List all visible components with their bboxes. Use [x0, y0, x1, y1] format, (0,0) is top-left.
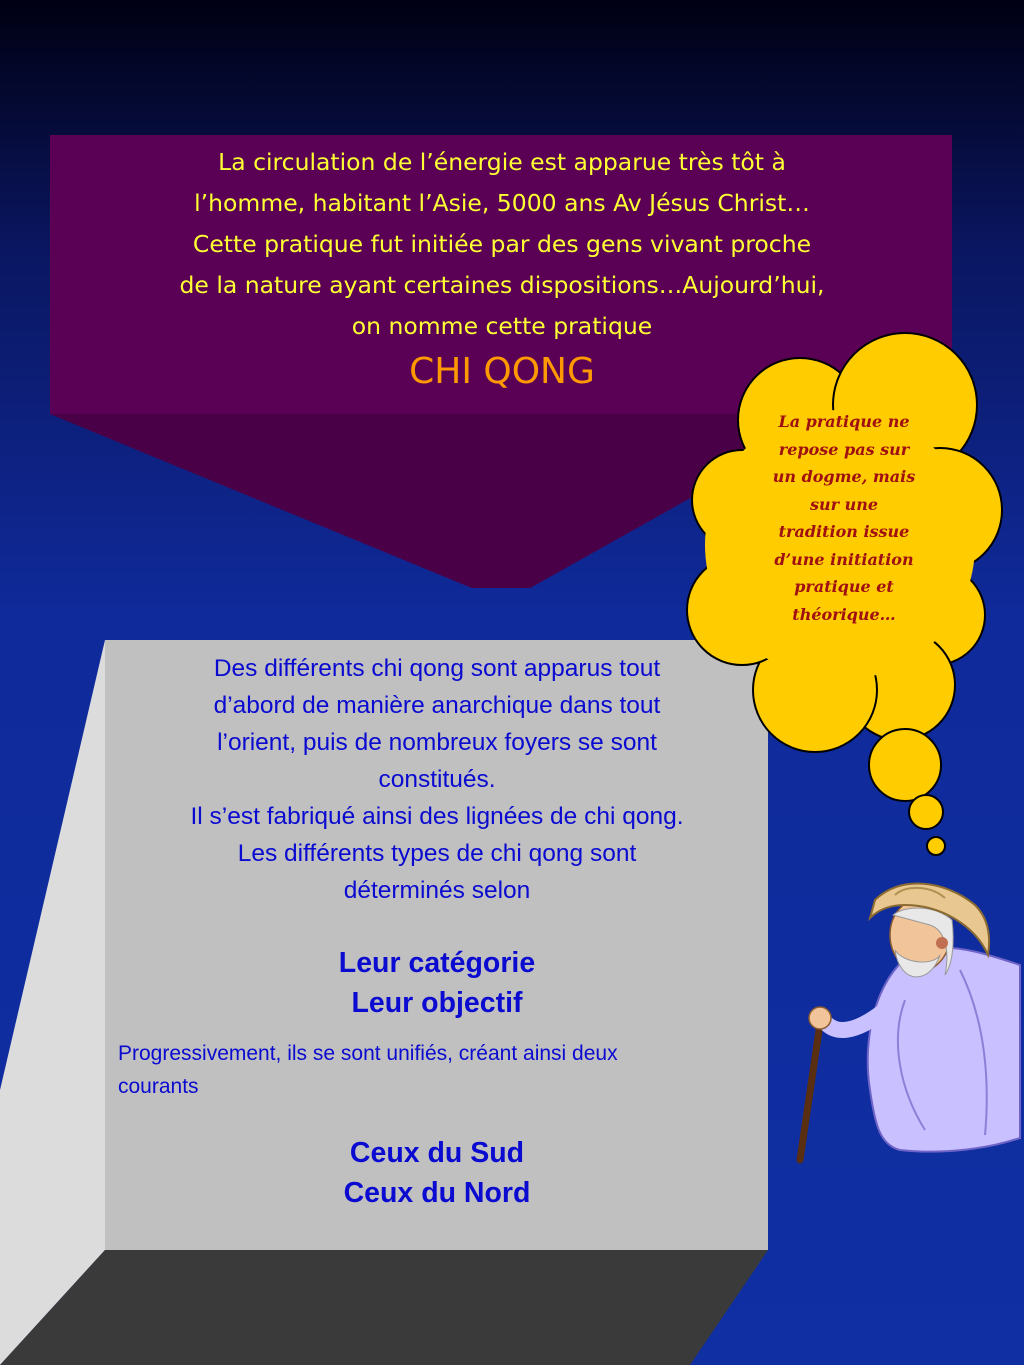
chi-qong-title: CHI QONG — [409, 351, 595, 392]
thought-cloud-text — [742, 408, 946, 628]
cloud-line: La pratique ne — [778, 412, 910, 431]
intro-line: on nomme cette pratique — [351, 312, 653, 340]
intro-text-block — [58, 142, 946, 395]
chi-qong-details — [112, 650, 762, 1213]
details-line: l’orient, puis de nombreux foyers se sont — [217, 729, 657, 756]
category-heading: Leur catégorie — [338, 947, 536, 979]
north-current-heading: Ceux du Nord — [343, 1177, 531, 1209]
old-man-illustration — [800, 884, 1020, 1160]
unification-line: courants — [118, 1075, 199, 1098]
cloud-line: pratique et — [794, 577, 894, 596]
intro-line: Cette pratique fut initiée par des gens vivant proche — [192, 230, 812, 258]
intro-line: La circulation de l’énergie est apparue très tôt à — [218, 148, 786, 176]
unification-line: Progressivement, ils se sont unifiés, créant ainsi deux — [118, 1042, 618, 1065]
cloud-line: repose pas sur — [778, 439, 910, 459]
details-line: Il s’est fabriqué ainsi des lignées de chi qong. — [190, 803, 684, 830]
cloud-line: d’une initiation — [774, 549, 914, 569]
south-current-heading: Ceux du Sud — [349, 1137, 525, 1169]
intro-line: de la nature ayant certaines dispositions…Aujourd’hui, — [179, 271, 825, 299]
cloud-line: tradition issue — [778, 522, 910, 541]
details-line: Des différents chi qong sont apparus tout — [213, 655, 661, 682]
cloud-line: un dogme, mais — [772, 467, 916, 486]
intro-line: l’homme, habitant l’Asie, 5000 ans Av Jésus Christ… — [194, 189, 810, 217]
details-line: constitués. — [378, 766, 496, 793]
cloud-line: sur une — [809, 494, 879, 514]
cloud-line: théorique… — [792, 604, 896, 624]
details-line: déterminés selon — [343, 877, 531, 904]
details-line: d’abord de manière anarchique dans tout — [213, 692, 661, 719]
objective-heading: Leur objectif — [351, 987, 523, 1019]
details-line: Les différents types de chi qong sont — [237, 840, 637, 867]
